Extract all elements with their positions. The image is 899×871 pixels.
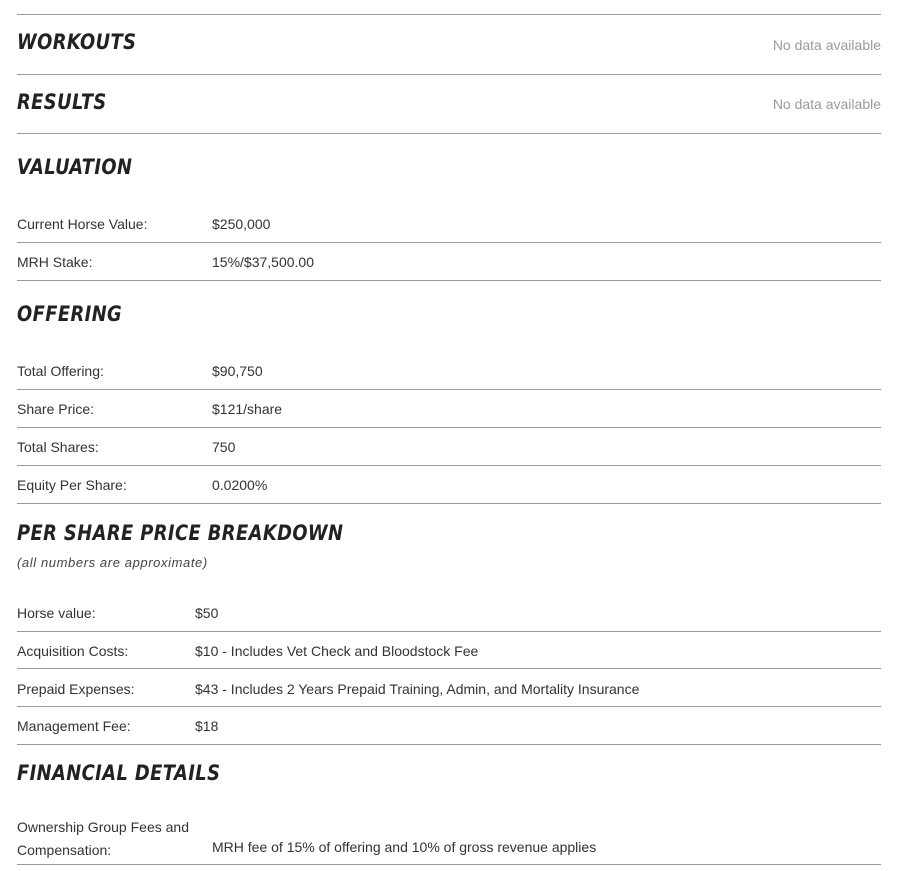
breakdown-row-acquisition-costs: [17, 631, 881, 669]
row-value: $18: [195, 718, 219, 734]
valuation-row-current-value: [17, 204, 881, 243]
valuation-heading: VALUATION: [17, 155, 133, 179]
breakdown-heading: PER SHARE PRICE BREAKDOWN: [17, 521, 344, 545]
row-value: 0.0200%: [212, 477, 268, 493]
workouts-status: No data available: [772, 37, 881, 53]
offering-heading: OFFERING: [17, 302, 123, 326]
row-value: 15%/$37,500.00: [212, 254, 314, 270]
financial-heading: FINANCIAL DETAILS: [17, 761, 221, 785]
row-value: MRH fee of 15% of offering and 10% of gross revenue applies: [212, 839, 597, 855]
row-label: Management Fee:: [17, 718, 131, 734]
breakdown-row-prepaid-expenses: [17, 668, 881, 707]
breakdown-note: (all numbers are approximate): [17, 555, 208, 570]
divider: [17, 133, 881, 134]
row-value: $50: [195, 605, 219, 621]
row-label: Share Price:: [17, 401, 95, 417]
row-value: $90,750: [212, 363, 263, 379]
row-value: 750: [212, 439, 236, 455]
row-value: $121/share: [212, 401, 283, 417]
offering-row-total-offering: [17, 351, 881, 390]
divider: [17, 14, 881, 15]
row-label: MRH Stake:: [17, 254, 93, 270]
breakdown-row-horse-value: [17, 593, 881, 632]
row-label: Horse value:: [17, 605, 96, 621]
row-label: Ownership Group Fees and Compensation:: [17, 819, 189, 858]
divider: [17, 74, 881, 75]
row-label: Total Shares:: [17, 439, 99, 455]
results-heading[interactable]: RESULTS: [17, 90, 107, 114]
row-label: Total Offering:: [17, 363, 104, 379]
workouts-heading[interactable]: WORKOUTS: [17, 30, 137, 54]
row-value: $43 - Includes 2 Years Prepaid Training, Admin, and Mortality Insurance: [195, 681, 640, 697]
row-label: Equity Per Share:: [17, 477, 127, 493]
row-value: $250,000: [212, 216, 271, 232]
offering-row-total-shares: [17, 427, 881, 466]
valuation-row-mrh-stake: [17, 242, 881, 281]
financial-row-ownership-fees: [17, 808, 881, 865]
row-label: Current Horse Value:: [17, 216, 148, 232]
row-value: $10 - Includes Vet Check and Bloodstock Fee: [195, 643, 479, 659]
offering-row-share-price: [17, 389, 881, 428]
row-label: Acquisition Costs:: [17, 643, 129, 659]
results-status: No data available: [772, 96, 881, 112]
breakdown-row-management-fee: [17, 706, 881, 745]
row-label: Prepaid Expenses:: [17, 681, 135, 697]
offering-row-equity-per-share: [17, 465, 881, 504]
